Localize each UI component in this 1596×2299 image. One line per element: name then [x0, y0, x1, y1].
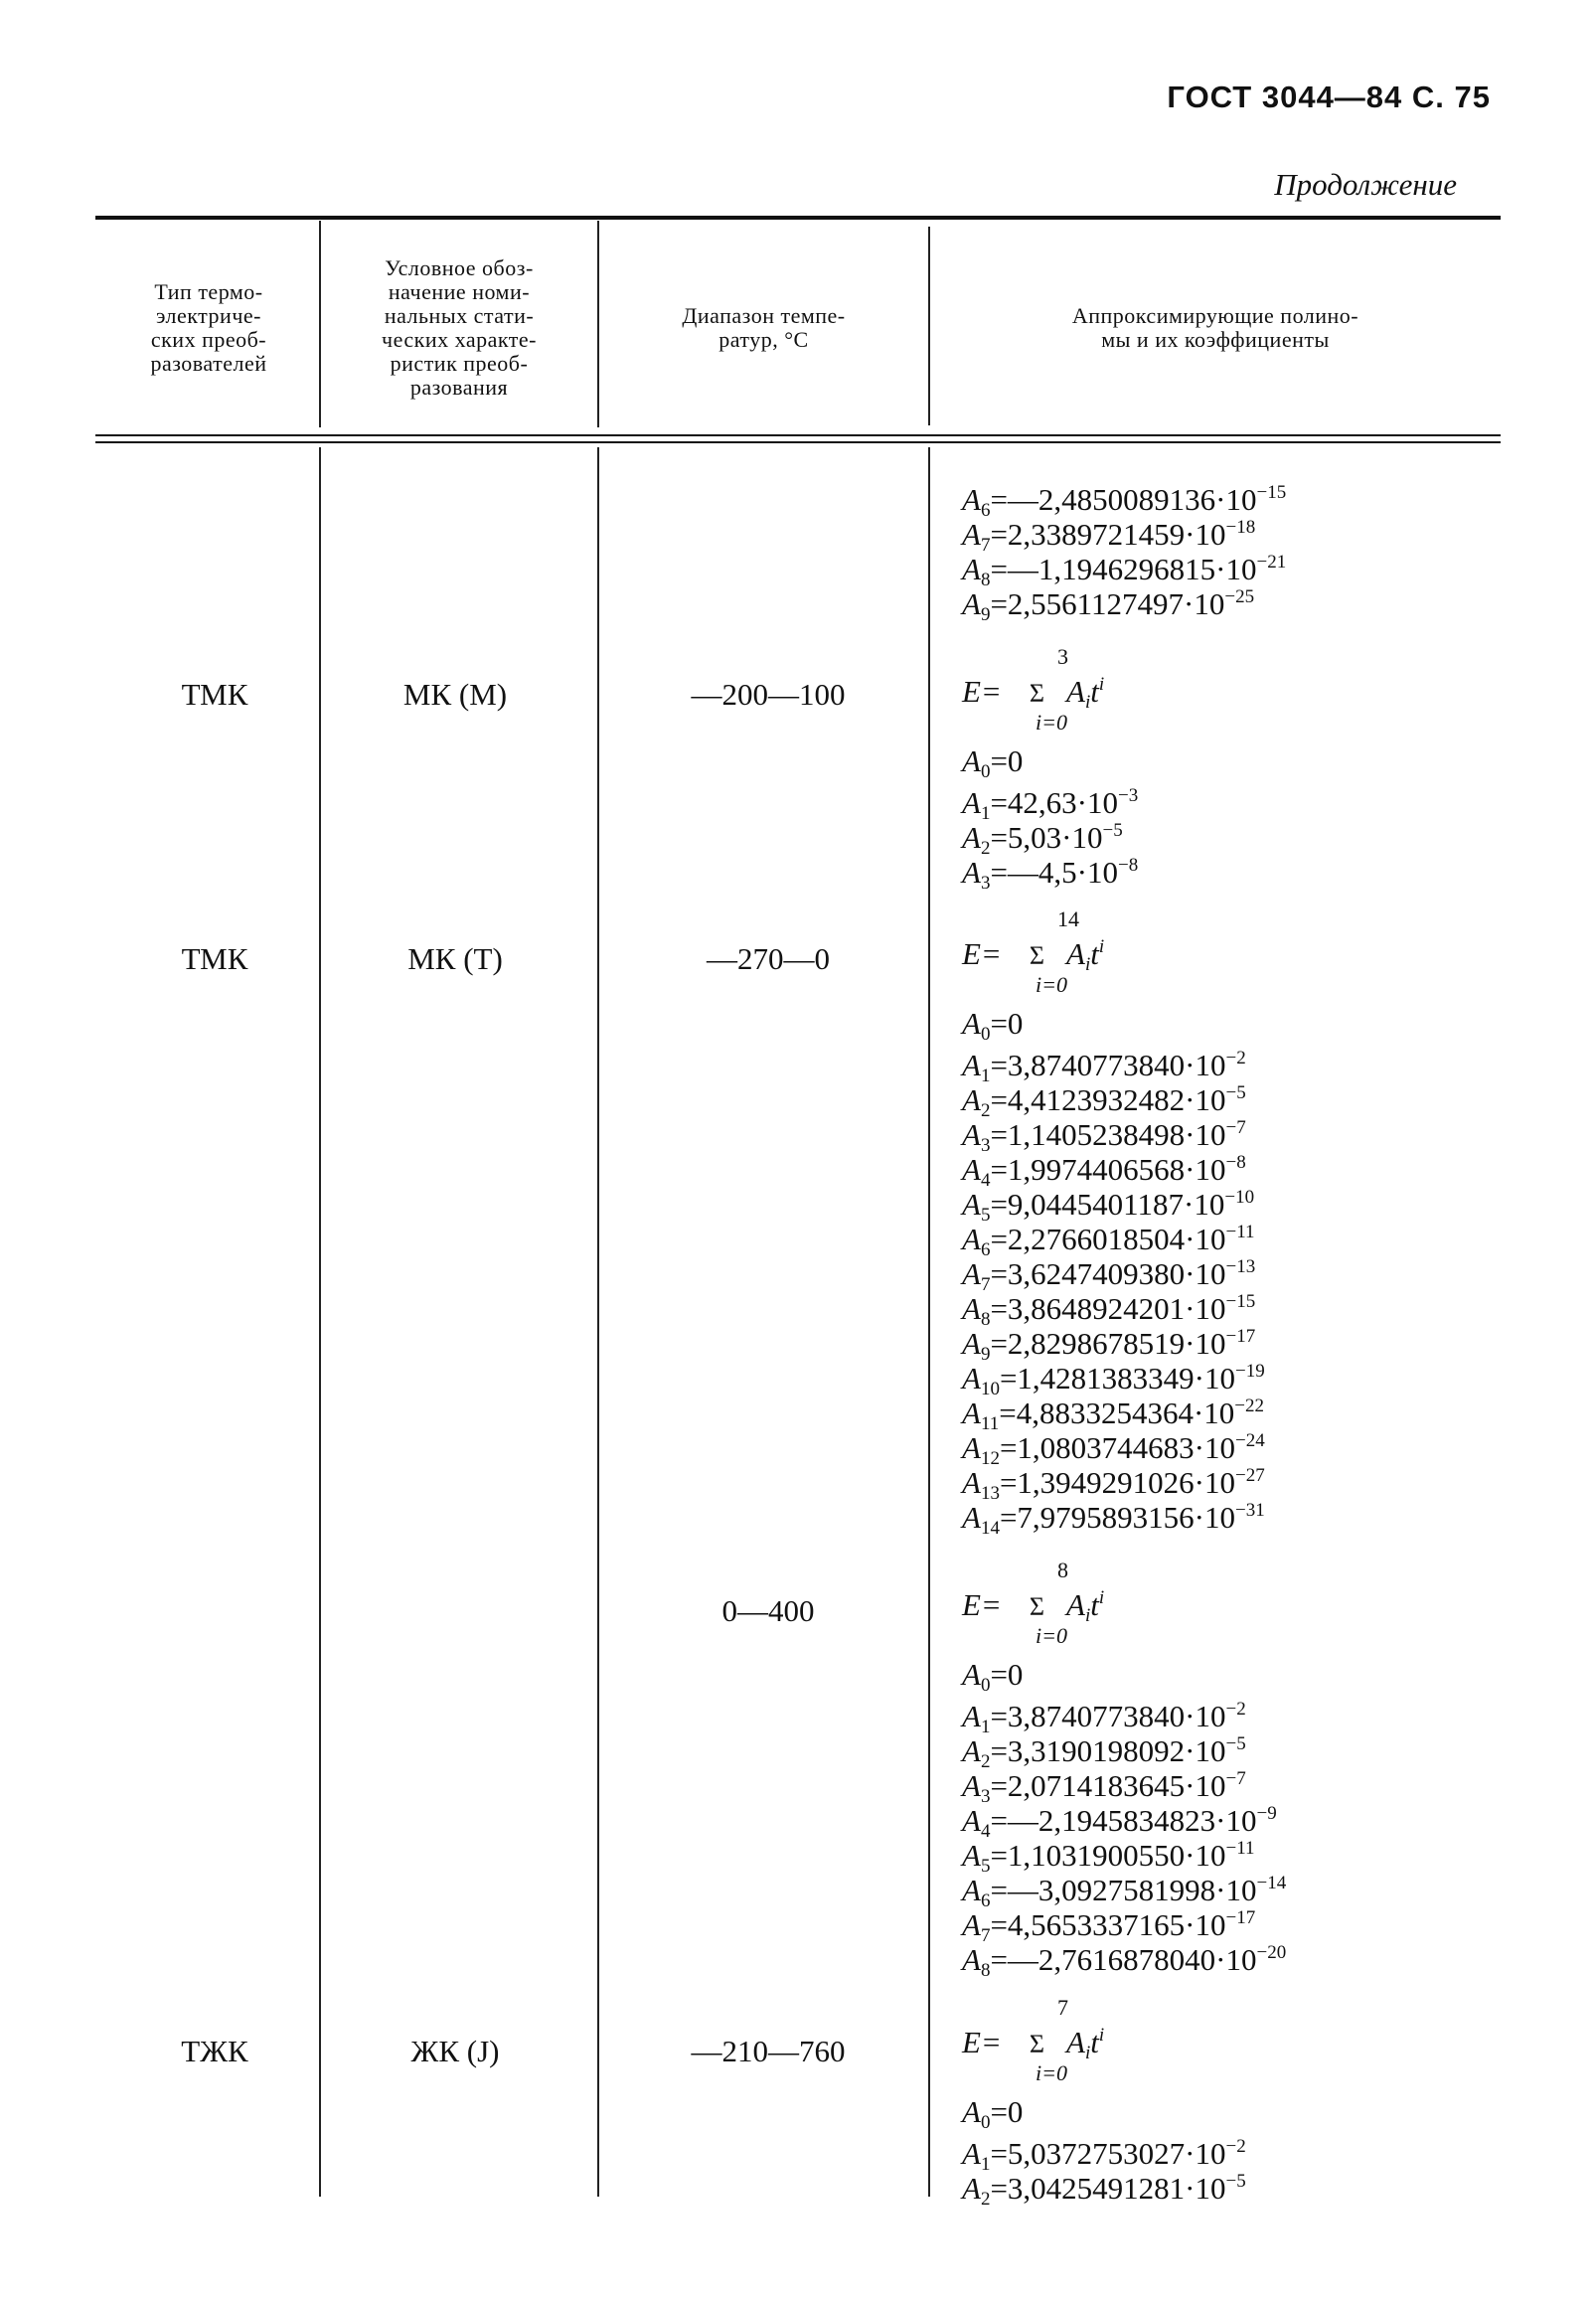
coefficient-exponent: −2 [1225, 1048, 1246, 1068]
coefficient-exponent: −19 [1235, 1361, 1265, 1382]
polynomial-block [962, 644, 1139, 894]
coefficient-line [962, 743, 1138, 782]
coefficient-index: 0 [980, 761, 991, 782]
coefficient-value: —3,0927581998·10 [1007, 1873, 1257, 1907]
sum-var: t [1090, 674, 1099, 709]
coefficient-line [962, 1796, 1286, 1842]
row-range: —270—0 [707, 941, 830, 976]
coefficient-line [962, 1831, 1286, 1877]
coefficient-line [962, 1284, 1265, 1330]
coefficient-symbol: A [962, 1873, 981, 1907]
equals-sign: = [990, 552, 1008, 586]
coefficient-index: 1 [980, 1717, 991, 1737]
sigma-icon: Σ [1029, 941, 1044, 970]
sum-var-power: i [1098, 674, 1105, 695]
coefficient-symbol: A [962, 1006, 981, 1041]
header-rule-2 [95, 441, 1501, 443]
coefficient-exponent: −5 [1225, 2171, 1246, 2192]
equals-sign: = [990, 1907, 1008, 1942]
sum-lower-limit: i=0 [1036, 1623, 1067, 1648]
coefficient-index: 1 [980, 2154, 991, 2175]
coefficient-value: 1,3949291026·10 [1017, 1465, 1235, 1500]
coefficient-symbol: A [962, 1291, 981, 1326]
sum-var-power: i [1098, 2025, 1105, 2046]
coefficient-value: 4,5653337165·10 [1007, 1907, 1226, 1942]
equals-sign: = [990, 1699, 1008, 1733]
coefficient-value: 0 [1007, 2094, 1024, 2129]
equals-sign: = [990, 1657, 1008, 1692]
coefficient-index: 3 [980, 873, 991, 894]
equals-sign: = [999, 1430, 1018, 1465]
coefficient-line [962, 1006, 1265, 1045]
coefficient-line [962, 1041, 1265, 1086]
coefficient-symbol: A [962, 1048, 981, 1082]
polynomial-block [962, 1995, 1246, 2210]
row-range: 0—400 [721, 1593, 815, 1628]
coefficient-exponent: −7 [1225, 1768, 1246, 1789]
coefficient-symbol: A [962, 1733, 981, 1768]
coefficient-symbol: A [962, 1396, 981, 1430]
sum-formula [962, 1995, 1246, 2094]
sum-main [962, 674, 1104, 714]
coefficient-exponent: −5 [1225, 1082, 1246, 1103]
coefficient-line [962, 1726, 1286, 1772]
coefficient-symbol: A [962, 1117, 981, 1152]
row-range: —210—760 [691, 2034, 846, 2068]
coefficient-line [962, 579, 1286, 625]
header-rule-1 [95, 434, 1501, 436]
coefficient-exponent: −14 [1256, 1873, 1287, 1893]
equals-sign: = [990, 1768, 1008, 1803]
sum-lhs: E= [962, 674, 1002, 709]
coefficient-value: 3,6247409380·10 [1007, 1256, 1226, 1291]
coefficient-exponent: −21 [1256, 552, 1287, 573]
coefficient-exponent: −11 [1225, 1222, 1255, 1242]
sigma-icon: Σ [1029, 1592, 1044, 1621]
coefficient-line [962, 1423, 1265, 1469]
equals-sign: = [990, 1048, 1008, 1082]
sum-upper-limit: 7 [1057, 1995, 1068, 2020]
equals-sign: = [990, 1803, 1008, 1838]
sum-formula [962, 1558, 1286, 1657]
coefficient-exponent: −17 [1225, 1326, 1256, 1347]
coefficient-exponent: −22 [1234, 1396, 1265, 1416]
coefficient-line [962, 1866, 1287, 1911]
equals-sign: = [990, 1256, 1008, 1291]
coefficient-value: 4,4123932482·10 [1007, 1082, 1226, 1117]
row-range: —200—100 [691, 677, 846, 712]
coefficient-line [962, 1900, 1286, 1946]
coefficient-symbol: A [962, 1430, 981, 1465]
coefficient-value: 1,9974406568·10 [1007, 1152, 1226, 1187]
coefficient-value: 4,8833254364·10 [1016, 1396, 1235, 1430]
coefficient-index: 1 [980, 803, 991, 824]
sum-main [962, 936, 1104, 976]
coefficient-index: 5 [980, 1205, 991, 1226]
coefficient-symbol: A [962, 1256, 981, 1291]
coefficient-value: 1,4281383349·10 [1017, 1361, 1235, 1396]
sum-lhs: E= [962, 1587, 1002, 1622]
equals-sign: = [990, 855, 1008, 890]
coefficient-exponent: −20 [1256, 1942, 1287, 1963]
coefficient-exponent: −7 [1225, 1117, 1246, 1138]
coefficient-value: 1,1405238498·10 [1007, 1117, 1226, 1152]
coefficient-symbol: A [962, 1657, 981, 1692]
coefficient-line [962, 1110, 1265, 1156]
sum-var-power: i [1098, 936, 1105, 957]
coefficient-line [962, 1145, 1265, 1191]
sum-term-index: i [1084, 2043, 1091, 2063]
coefficient-line [962, 475, 1287, 521]
coefficient-line [962, 848, 1139, 894]
sigma-icon: Σ [1029, 2030, 1044, 2058]
sigma-icon: Σ [1029, 679, 1044, 708]
coefficient-exponent: −2 [1225, 2136, 1246, 2157]
sum-term: A [1066, 2025, 1085, 2059]
equals-sign: = [990, 2136, 1008, 2171]
equals-sign: = [990, 586, 1008, 621]
coefficient-symbol: A [962, 1803, 981, 1838]
coefficient-index: 6 [980, 500, 991, 521]
sum-main [962, 1587, 1104, 1627]
polynomial-block [962, 1558, 1287, 1981]
equals-sign: = [990, 1291, 1008, 1326]
coefficient-index: 10 [980, 1379, 1000, 1399]
equals-sign: = [990, 1152, 1008, 1187]
equals-sign: = [990, 1006, 1008, 1041]
equals-sign: = [990, 743, 1008, 778]
sum-term: A [1066, 674, 1085, 709]
equals-sign: = [990, 1873, 1008, 1907]
coefficient-symbol: A [962, 1465, 981, 1500]
coefficient-symbol: A [962, 1838, 981, 1873]
sum-var: t [1090, 936, 1099, 971]
coefficient-value: 0 [1007, 743, 1024, 778]
coefficient-line [962, 1249, 1265, 1295]
coefficient-exponent: −2 [1225, 1699, 1246, 1720]
coefficient-symbol: A [962, 1361, 981, 1396]
equals-sign: = [990, 1117, 1008, 1152]
sum-term: A [1066, 936, 1085, 971]
coefficient-line [962, 778, 1139, 824]
sum-var: t [1090, 2025, 1099, 2059]
coefficient-symbol: A [962, 2171, 981, 2206]
coefficient-value: 3,3190198092·10 [1007, 1733, 1226, 1768]
coefficient-index: 2 [980, 838, 991, 859]
coefficient-line [962, 545, 1287, 590]
coefficient-index: 2 [980, 1751, 991, 1772]
sum-lower-limit: i=0 [1036, 710, 1067, 735]
sum-term-index: i [1084, 1605, 1091, 1626]
coefficient-value: 2,8298678519·10 [1007, 1326, 1226, 1361]
sum-upper-limit: 3 [1057, 644, 1068, 669]
coefficient-exponent: −13 [1225, 1256, 1256, 1277]
coefficient-index: 5 [980, 1856, 991, 1877]
coefficient-line [962, 2129, 1246, 2175]
coefficient-symbol: A [962, 743, 981, 778]
column-header-designation: Условное обоз- начение номи- нальных стати- ческих характе- ристик преоб- разования [382, 255, 537, 400]
sum-formula [962, 906, 1265, 1006]
coefficient-symbol: A [962, 855, 981, 890]
coefficient-symbol: A [962, 785, 981, 820]
coefficient-exponent: −24 [1235, 1430, 1265, 1451]
coefficient-index: 3 [980, 1786, 991, 1807]
equals-sign: = [990, 1326, 1008, 1361]
coefficient-exponent: −9 [1256, 1803, 1277, 1824]
equals-sign: = [990, 2171, 1008, 2206]
coefficient-symbol: A [962, 517, 981, 552]
coefficient-line [962, 1354, 1265, 1399]
coefficient-index: 7 [980, 535, 991, 556]
column-header-range: Диапазон темпе- ратур, °С [682, 303, 846, 352]
coefficient-index: 3 [980, 1135, 991, 1156]
coefficient-index: 0 [980, 2112, 991, 2133]
coefficient-value: 1,0803744683·10 [1017, 1430, 1235, 1465]
coefficient-index: 6 [980, 1239, 991, 1260]
continuation-label: Продолжение [1274, 167, 1457, 202]
coefficient-index: 7 [980, 1925, 991, 1946]
equals-sign: = [990, 482, 1008, 517]
sum-lhs: E= [962, 2025, 1002, 2059]
sum-lower-limit: i=0 [1036, 2060, 1067, 2085]
equals-sign: = [999, 1361, 1018, 1396]
coefficient-index: 12 [980, 1448, 1000, 1469]
coefficient-value: —4,5·10 [1007, 855, 1118, 890]
coefficient-index: 1 [980, 1066, 991, 1086]
equals-sign: = [990, 517, 1008, 552]
coefficient-line [962, 1935, 1287, 1981]
row-type: ТМК [181, 677, 248, 712]
coefficient-symbol: A [962, 1326, 981, 1361]
coefficient-value: 5,03·10 [1007, 820, 1103, 855]
coefficient-index: 6 [980, 1890, 991, 1911]
coefficient-value: 3,0425491281·10 [1007, 2171, 1226, 2206]
coefficient-index: 9 [980, 604, 991, 625]
coefficient-value: 0 [1007, 1657, 1024, 1692]
coefficient-exponent: −17 [1225, 1907, 1256, 1928]
coefficient-symbol: A [962, 552, 981, 586]
equals-sign: = [990, 1222, 1008, 1256]
coefficient-line [962, 1657, 1286, 1696]
row-type: ТЖК [181, 2034, 248, 2068]
coefficient-symbol: A [962, 482, 981, 517]
coefficient-line [962, 1075, 1265, 1121]
row-designation: МК (М) [402, 677, 508, 712]
sum-main [962, 2025, 1104, 2064]
row-designation: ЖК (J) [410, 2034, 500, 2068]
table-top-rule [95, 216, 1501, 220]
sum-term: A [1066, 1587, 1085, 1622]
row-type: ТМК [181, 941, 248, 976]
equals-sign: = [999, 1396, 1017, 1430]
column-divider [928, 447, 930, 2197]
coefficient-value: 3,8648924201·10 [1007, 1291, 1226, 1326]
coefficient-symbol: A [962, 2136, 981, 2171]
coefficient-line [962, 1180, 1265, 1226]
coefficient-index: 4 [980, 1821, 991, 1842]
coefficient-index: 0 [980, 1675, 991, 1696]
coefficient-symbol: A [962, 586, 981, 621]
polynomial-block [962, 906, 1265, 1539]
sum-lower-limit: i=0 [1036, 972, 1067, 997]
coefficient-value: —2,4850089136·10 [1007, 482, 1257, 517]
equals-sign: = [999, 1465, 1018, 1500]
coefficient-index: 14 [980, 1518, 1000, 1539]
coefficient-exponent: −5 [1102, 820, 1123, 841]
column-header-polynomials: Аппроксимирующие полино- мы и их коэффициенты [1071, 303, 1359, 352]
coefficient-symbol: A [962, 1907, 981, 1942]
coefficient-index: 9 [980, 1344, 991, 1365]
coefficient-value: 2,3389721459·10 [1007, 517, 1226, 552]
coefficient-exponent: −3 [1118, 785, 1139, 806]
coefficient-symbol: A [962, 1152, 981, 1187]
sum-upper-limit: 14 [1057, 906, 1079, 931]
coefficient-value: 3,8740773840·10 [1007, 1048, 1226, 1082]
coefficient-exponent: −18 [1225, 517, 1256, 538]
sum-upper-limit: 8 [1057, 1558, 1068, 1582]
coefficient-exponent: −15 [1225, 1291, 1256, 1312]
coefficient-exponent: −5 [1225, 1733, 1246, 1754]
coefficient-index: 7 [980, 1274, 991, 1295]
coefficient-symbol: A [962, 1222, 981, 1256]
coefficient-symbol: A [962, 1187, 981, 1222]
coefficient-exponent: −8 [1225, 1152, 1246, 1173]
sum-formula [962, 644, 1138, 743]
coefficient-symbol: A [962, 1699, 981, 1733]
coefficient-line [962, 1319, 1265, 1365]
coefficient-value: 7,9795893156·10 [1017, 1500, 1235, 1535]
sum-term-index: i [1084, 954, 1091, 975]
coefficient-exponent: −11 [1225, 1838, 1255, 1859]
coefficient-exponent: −15 [1256, 482, 1287, 503]
coefficient-symbol: A [962, 1768, 981, 1803]
coefficient-value: —2,7616878040·10 [1007, 1942, 1257, 1977]
coefficient-exponent: −31 [1235, 1500, 1265, 1521]
equals-sign: = [990, 1733, 1008, 1768]
coefficient-index: 11 [980, 1413, 1000, 1434]
equals-sign: = [999, 1500, 1018, 1535]
coefficient-value: 3,8740773840·10 [1007, 1699, 1226, 1733]
coefficient-index: 4 [980, 1170, 991, 1191]
coefficient-value: 2,5561127497·10 [1007, 586, 1225, 621]
equals-sign: = [990, 2094, 1008, 2129]
coefficient-line [962, 1761, 1286, 1807]
coefficient-symbol: A [962, 2094, 981, 2129]
coefficient-value: 5,0372753027·10 [1007, 2136, 1226, 2171]
coefficient-exponent: −25 [1224, 586, 1255, 607]
equals-sign: = [990, 785, 1008, 820]
coefficient-exponent: −27 [1235, 1465, 1265, 1486]
coefficient-symbol: A [962, 820, 981, 855]
coefficient-line [962, 1389, 1265, 1434]
equals-sign: = [990, 1082, 1008, 1117]
coefficient-value: —2,1945834823·10 [1007, 1803, 1257, 1838]
column-divider [319, 447, 321, 2197]
sum-term-index: i [1084, 692, 1091, 713]
coefficient-line [962, 510, 1286, 556]
coefficient-index: 0 [980, 1024, 991, 1045]
polynomial-block [962, 475, 1287, 625]
coefficient-index: 2 [980, 2189, 991, 2210]
coefficient-line [962, 813, 1138, 859]
coefficient-index: 8 [980, 1960, 991, 1981]
coefficient-symbol: A [962, 1500, 981, 1535]
sum-lhs: E= [962, 936, 1002, 971]
coefficient-symbol: A [962, 1082, 981, 1117]
coefficient-value: 2,2766018504·10 [1007, 1222, 1226, 1256]
coefficient-symbol: A [962, 1942, 981, 1977]
coefficient-value: 42,63·10 [1007, 785, 1118, 820]
coefficient-line [962, 1692, 1286, 1737]
coefficient-line [962, 1458, 1265, 1504]
column-header-type: Тип термо- электриче- ских преоб- разователей [150, 279, 267, 376]
equals-sign: = [990, 820, 1008, 855]
column-divider [597, 447, 599, 2197]
coefficient-value: 1,1031900550·10 [1007, 1838, 1226, 1873]
coefficient-line [962, 1215, 1265, 1260]
coefficient-index: 13 [980, 1483, 1000, 1504]
equals-sign: = [990, 1942, 1008, 1977]
equals-sign: = [990, 1187, 1008, 1222]
row-designation: МК (Т) [407, 941, 503, 976]
page-number: ГОСТ 3044—84 С. 75 [1167, 80, 1491, 114]
coefficient-value: 2,0714183645·10 [1007, 1768, 1226, 1803]
coefficient-line [962, 1493, 1265, 1539]
coefficient-index: 2 [980, 1100, 991, 1121]
sum-var: t [1090, 1587, 1099, 1622]
coefficient-exponent: −10 [1224, 1187, 1255, 1208]
coefficient-line [962, 2164, 1246, 2210]
coefficient-index: 8 [980, 1309, 991, 1330]
coefficient-value: —1,1946296815·10 [1007, 552, 1257, 586]
equals-sign: = [990, 1838, 1008, 1873]
coefficient-value: 0 [1007, 1006, 1024, 1041]
coefficient-value: 9,0445401187·10 [1007, 1187, 1225, 1222]
coefficient-index: 8 [980, 570, 991, 590]
coefficient-exponent: −8 [1118, 855, 1139, 876]
sum-var-power: i [1098, 1587, 1105, 1608]
coefficient-line [962, 2094, 1246, 2133]
